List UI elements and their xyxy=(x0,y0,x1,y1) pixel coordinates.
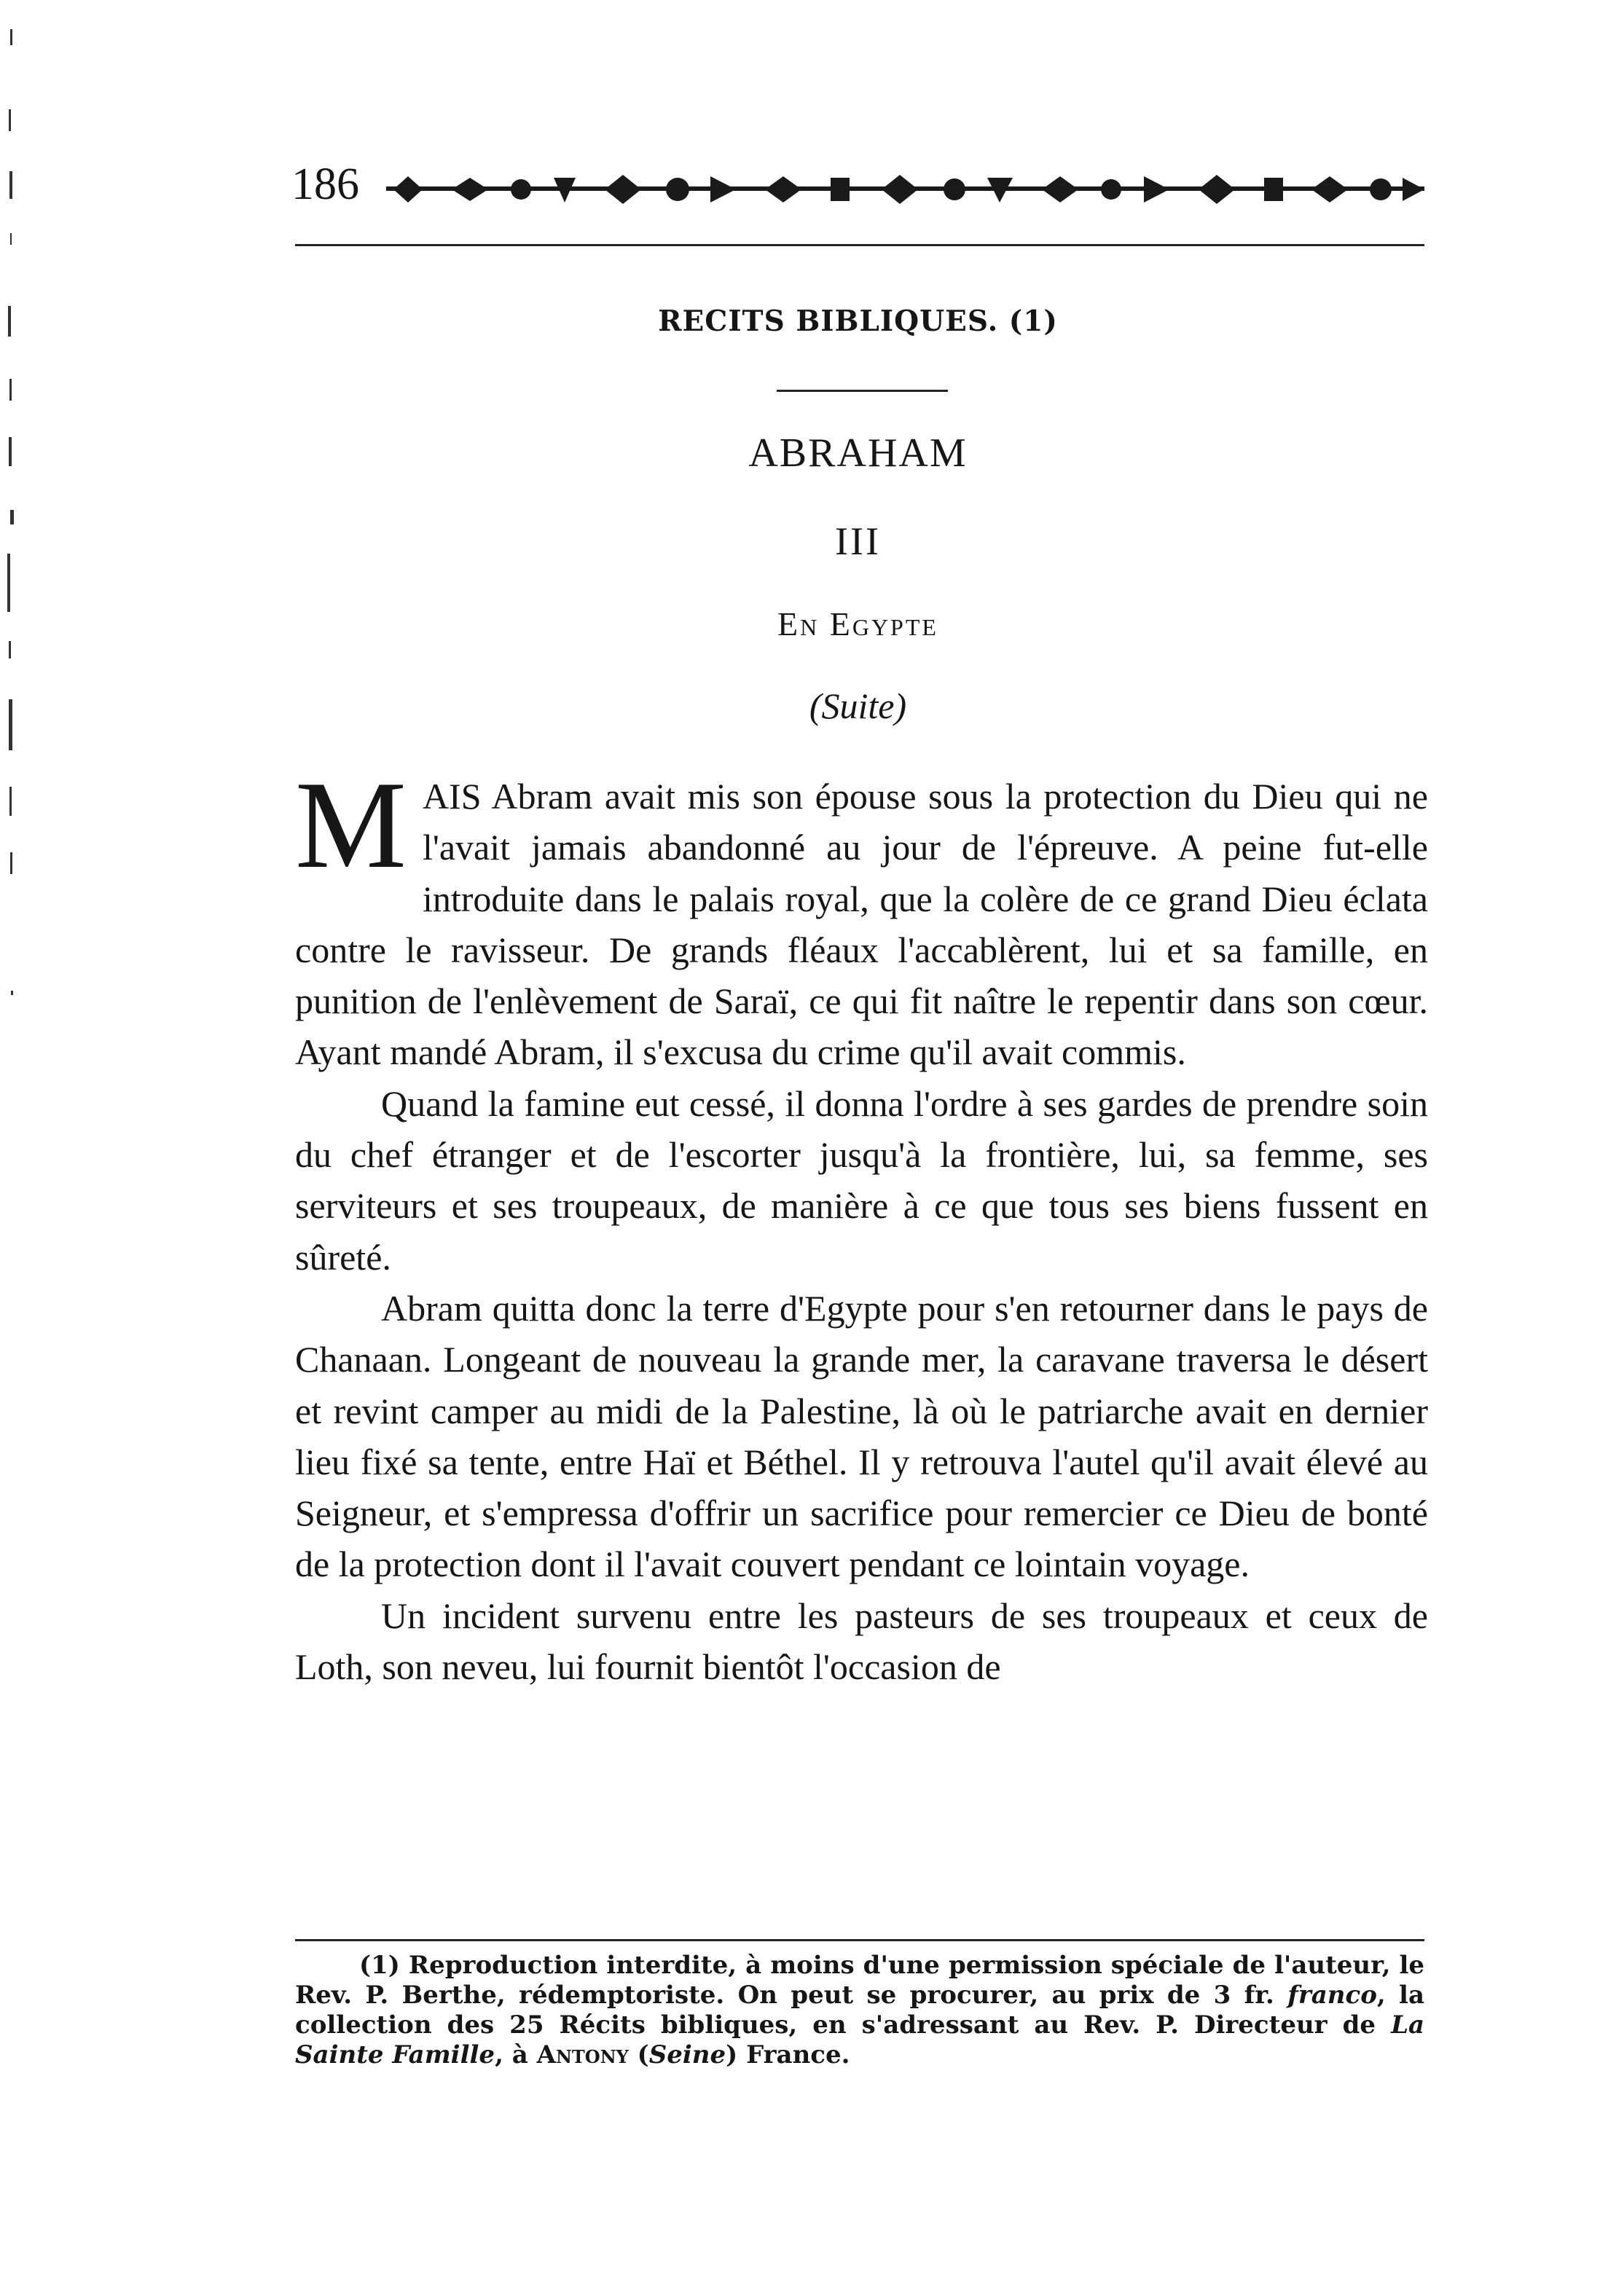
running-header xyxy=(291,159,1424,224)
footnote-city: Antony xyxy=(536,2040,629,2069)
footnote-department: Seine xyxy=(648,2040,726,2069)
ornament-band-icon xyxy=(386,173,1424,205)
footnote-text: (1) Reproduction interdite, à moins d'une permission spéciale de l'auteur, le Rev. P. Berthe, rédemptoriste. On peut se procurer, au prix de 3 fr. xyxy=(295,1951,1424,2010)
header-rule xyxy=(295,244,1424,246)
article-body xyxy=(295,756,1428,1692)
paragraph: Quand la famine eut cessé, il donna l'ordre à ses gardes de prendre soin du chef étranger et de l'escorter jusqu'à la frontière, lui, sa femme, ses serviteurs et ses troupeaux, de manière à ce que tous ses biens fussent en sûreté. xyxy=(295,1082,1428,1278)
footnote xyxy=(295,1951,1424,2070)
section-title: En Egypte xyxy=(777,605,938,642)
footnote-text: ) France. xyxy=(726,2040,850,2069)
chapter-title: ABRAHAM xyxy=(748,430,968,476)
page-number: 186 xyxy=(291,160,359,209)
footnote-text: ( xyxy=(628,2040,649,2069)
title-divider xyxy=(777,390,948,392)
paragraph-text: AIS Abram avait mis son épouse sous la protection du Dieu qui ne l'avait jamais abandonné au jour de l'épreuve. A peine fut-elle introduite dans le palais royal, que la colère de ce grand Dieu éclata contre le ravisseur. De grands fléaux l'accablèrent, lui et sa famille, en punition de l'enlèvement de Saraï, ce qui fit naître le repentir dans son cœur. Ayant mandé Abram, il s'excusa du crime qu'il avait commis. xyxy=(295,776,1428,1073)
footnote-journal-title: La Sainte Famille xyxy=(295,2010,1424,2069)
footnote-rule xyxy=(295,1939,1424,1941)
scan-margin-marks xyxy=(0,0,29,1020)
paragraph: Un incident survenu entre les pasteurs de ses troupeaux et ceux de Loth, son neveu, lui fournit bientôt l'occasion de xyxy=(295,1595,1428,1688)
paragraph: Abram quitta donc la terre d'Egypte pour s'en retourner dans le pays de Chanaan. Longeant de nouveau la grande mer, la caravane traversa le désert et revint camper au midi de la Palestine, là où le patriarche avait en dernier lieu fixé sa tente, entre Haï et Béthel. Il y retrouva l'autel qu'il avait élevé au Seigneur, et s'empressa d'offrir un sacrifice pour remercier ce Dieu de bonté de la protection dont il l'avait couvert pendant ce lointain voyage. xyxy=(295,1287,1428,1585)
footnote-text: , à xyxy=(495,2040,537,2069)
footnote-text: , la collection des 25 Récits bibliques, en s'adressant au Rev. P. Directeur de xyxy=(295,1981,1425,2040)
drop-cap: M xyxy=(295,756,407,895)
footnote-italic: franco xyxy=(1287,1981,1377,2010)
continued-label: (Suite) xyxy=(809,685,907,726)
series-title: RECITS BIBLIQUES. (1) xyxy=(658,304,1058,338)
paragraph xyxy=(295,756,1428,1078)
chapter-number: III xyxy=(835,519,881,563)
